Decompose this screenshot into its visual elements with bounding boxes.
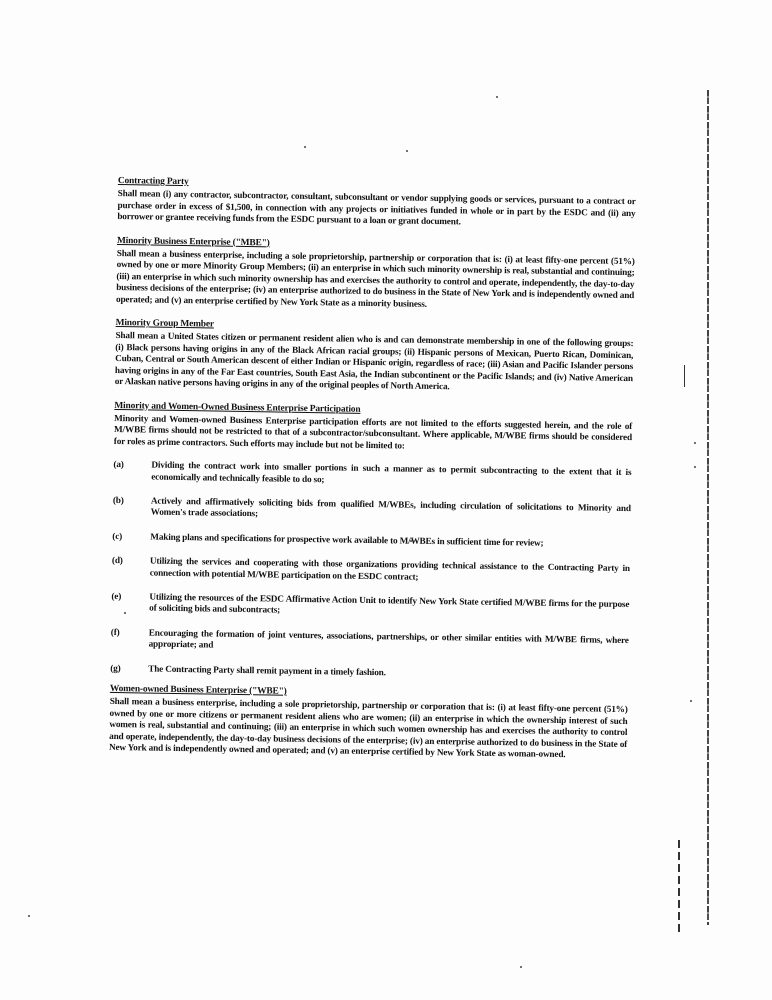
- section-heading: Contracting Party: [117, 176, 189, 188]
- list-item-label: (d): [111, 555, 123, 566]
- list-item-label: (e): [111, 590, 122, 602]
- list-item-label: (f): [110, 626, 120, 637]
- section-body: Shall mean (i) any contractor, subcontractor, consultant, subconsultant or vendor supplying goods or services, pursuant to a contract or purchase order in excess of $1,500, in connection with any projects or initiatives funded in whole or in part by the ESDC and (ii) any borrower or grantee receiving funds from the ESDC pursuant to a loan or grant document.: [117, 188, 636, 227]
- section-heading: Minority Business Enterprise ("MBE"): [116, 235, 270, 249]
- section-body: Shall mean a United States citizen or permanent resident alien who is and can demonstrate membership in one of the following groups: (i) Black persons having origins in any of the Black African racial groups; (ii) Hispanic persons of Mexican, Puerto Rican, Dominican, Cuban, Central or South American descent of either Indian or Hispanic origin, regardless of race; (iii) Asian and Pacific Islander persons having origins in any of the Far East countries, South East Asia, the Indian subcontinent or the Pacific Islands; and (iv) Native American or Alaskan native persons having origins in any of the original peoples of North America.: [114, 330, 634, 392]
- list-item-text: Utilizing the resources of the ESDC Affirmative Action Unit to identify New York State certified M/WBE firms for the purpose of soliciting bids and subcontracts;: [149, 591, 630, 615]
- document-body: [109, 176, 636, 775]
- list-item-label: (b): [112, 494, 124, 506]
- section-body: Minority and Women-owned Business Enterprise participation efforts are not limited to the efforts suggested herein, and the role of M/WBE firms should not be restricted to that of a subcontractor/subconsultant. Where applicable, M/WBE firms should be considered for roles as prime contractors. Such efforts may include but not be limited to:: [113, 412, 633, 451]
- list-item-label: (c): [112, 530, 123, 541]
- list-item-text: Making plans and specifications for prospective work available to M/WBEs in sufficient time for review;: [150, 531, 544, 548]
- scan-speck: [694, 442, 696, 444]
- list-item: [110, 663, 628, 683]
- list-item-text: Dividing the contract work into smaller portions in such a manner as to permit subcontracting to the extent that it is economically and technically feasible to do so;: [151, 459, 632, 484]
- section-contracting-party: [117, 176, 636, 231]
- section-body: Shall mean a business enterprise, including a sole proprietorship, partnership or corporation that is: (i) at least fifty-one percent (51%) owned by one or more Minority Group Members; (ii) an enterprise in which such minority ownership is real, substantial and continuing; (iii) an enterprise in which such minority ownership has and exercises the authority to control and operate, independently, the day-to-day business decisions of the enterprise; (iv) an enterprise authorized to do business in the State of New York and is independently owned and operated; and (v) an enterprise certified by New York State as a minority business.: [115, 248, 635, 309]
- section-mwbe-participation: [114, 400, 633, 455]
- list-item-text: Utilizing the services and cooperating with those organizations providing technical assistance to the Contracting Party in connection with potential M/WBE participation on the ESDC contract;: [149, 555, 630, 582]
- scan-speck: [406, 150, 408, 152]
- list-item: [113, 459, 631, 490]
- list-item-label: (g): [110, 662, 121, 673]
- list-item: [112, 531, 630, 551]
- list-item: [111, 591, 629, 622]
- scan-speck: [690, 700, 692, 702]
- scan-speck: [28, 915, 30, 917]
- section-body: Shall mean a business enterprise, including a sole proprietorship, partnership or corporation that is: (i) at least fifty-one percent (51%) owned by one or more citizens or permanent resident aliens who are women; (ii) an enterprise in which the ownership interest of such women is real, substantial and continuing; (iii) an enterprise in which such women ownership has and exercises the authority to control and operate, independently, the day-to-day business decisions of the enterprise; (iv) an enterprise authorized to do business in the State of New York and is independently owned and operated; and (v) an enterprise certified by New York State as woman-owned.: [108, 696, 628, 760]
- section-mbe: [116, 236, 635, 314]
- scan-speck: [520, 966, 522, 968]
- list-item: [113, 495, 631, 526]
- list-item-text: The Contracting Party shall remit payment in a timely fashion.: [148, 663, 386, 677]
- scan-speck: [496, 96, 498, 98]
- list-item: [112, 555, 630, 586]
- list-item-text: Encouraging the formation of joint ventures, associations, partnerships, or other similar entities with M/WBE firms, where appropriate; and: [148, 627, 629, 650]
- list-item-label: (a): [113, 459, 124, 470]
- section-heading: Minority Group Member: [115, 318, 214, 330]
- section-heading: Women-owned Business Enterprise ("WBE"): [109, 683, 287, 697]
- participation-list: [110, 459, 631, 682]
- scan-edge-artifact-lower: [678, 840, 680, 935]
- scan-edge-artifact: [707, 90, 709, 925]
- section-minority-group-member: [115, 318, 634, 396]
- section-wbe: [109, 684, 628, 762]
- section-heading: Minority and Women-Owned Business Enterprise Participation: [114, 400, 361, 415]
- scan-speck: [694, 466, 696, 468]
- list-item-text: Actively and affirmatively soliciting bids from qualified M/WBEs, including circulation of solicitations to Minority and Women's trade associations;: [150, 495, 631, 519]
- scan-mark: [684, 365, 685, 387]
- scan-speck: [304, 146, 306, 148]
- list-item: [111, 627, 629, 658]
